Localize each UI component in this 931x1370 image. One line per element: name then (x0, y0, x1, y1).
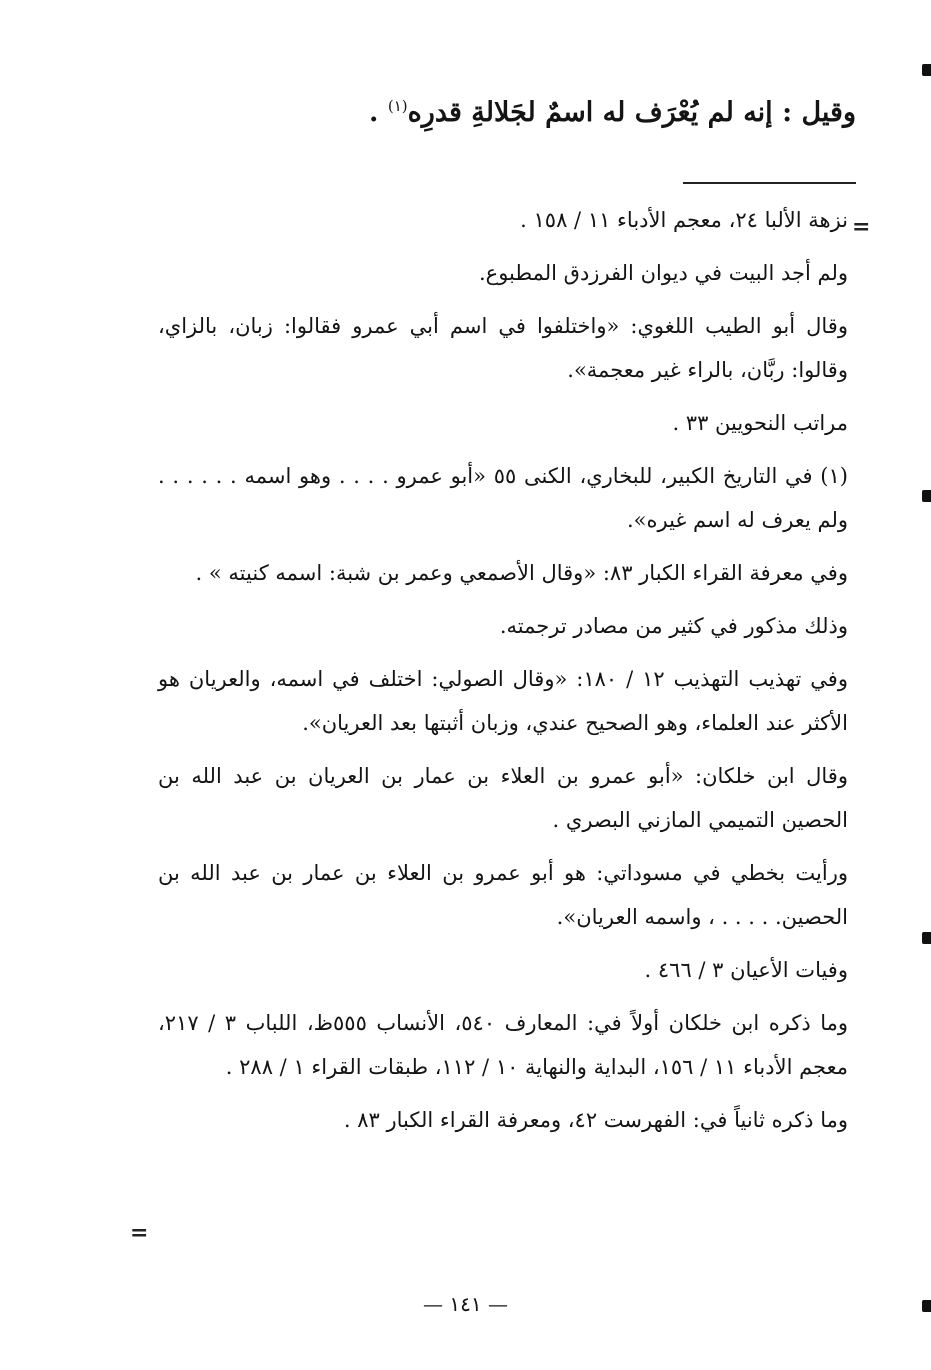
note-paragraph: وقال أبو الطيب اللغوي: «واختلفوا في اسم أبي عمرو فقالوا: زبان، بالزاي، وقالوا: ربَّان، بالراء غير معجمة». (158, 314, 848, 382)
note-paragraph: مراتب النحويين ٣٣ . (672, 411, 848, 435)
page-number: — ١٤١ — (423, 1292, 508, 1316)
note-paragraph: وفي معرفة القراء الكبار ٨٣: «وقال الأصمعي وعمر بن شبة: اسمه كنيته » . (195, 561, 848, 585)
main-text-end: . (369, 97, 388, 128)
continuation-mark-top: = (852, 214, 871, 240)
note-paragraph: وقال ابن خلكان: «أبو عمرو بن العلاء بن عمار بن العريان بن عبد الله بن الحصين التميمي المازني البصري . (158, 764, 848, 832)
main-text-line (156, 86, 856, 133)
footnote-separator (683, 182, 856, 184)
footnote-marker: (١) (387, 97, 408, 115)
scan-mark (922, 1300, 931, 1312)
note-paragraph: ورأيت بخطي في مسوداتي: هو أبو عمرو بن العلاء بن عمار بن عبد الله بن الحصين. . . . . ، واسمه العريان». (158, 861, 848, 929)
continuation-mark-bottom: = (130, 1220, 149, 1246)
note-paragraph: وفيات الأعيان ٣ / ٤٦٦ . (644, 958, 848, 982)
scan-mark (922, 490, 931, 502)
note-paragraph: ولم أجد البيت في ديوان الفرزدق المطبوع. (479, 261, 848, 285)
note-paragraph: (١) في التاريخ الكبير، للبخاري، الكنى ٥٥ «أبو عمرو . . . . وهو اسمه . . . . . . ولم يعرف له اسم غيره». (158, 464, 848, 532)
note-paragraph: نزهة الألبا ٢٤، معجم الأدباء ١١ / ١٥٨ . (520, 208, 848, 232)
scan-mark (922, 932, 931, 944)
note-paragraph: وما ذكره ثانياً في: الفهرست ٤٢، ومعرفة القراء الكبار ٨٣ . (343, 1108, 848, 1132)
main-text: وقيل : إنه لم يُعْرَف له اسمٌ لجَلالةِ قدرِه (407, 97, 856, 128)
note-paragraph: وما ذكره ابن خلكان أولاً في: المعارف ٥٤٠، الأنساب ٥٥٥ظ، اللباب ٣ / ٢١٧، معجم الأدباء ١١ / ١٥٦، البداية والنهاية ١٠ / ١١٢، طبقات القراء ١ / ٢٨٨ . (158, 1011, 848, 1079)
scan-mark (922, 64, 931, 76)
note-paragraph: وفي تهذيب التهذيب ١٢ / ١٨٠: «وقال الصولي: اختلف في اسمه، والعريان هو الأكثر عند العلماء، وهو الصحيح عندي، وزبان أثبتها بعد العريان». (158, 667, 848, 735)
footnotes-block (158, 198, 848, 1151)
note-paragraph: وذلك مذكور في كثير من مصادر ترجمته. (499, 614, 848, 638)
